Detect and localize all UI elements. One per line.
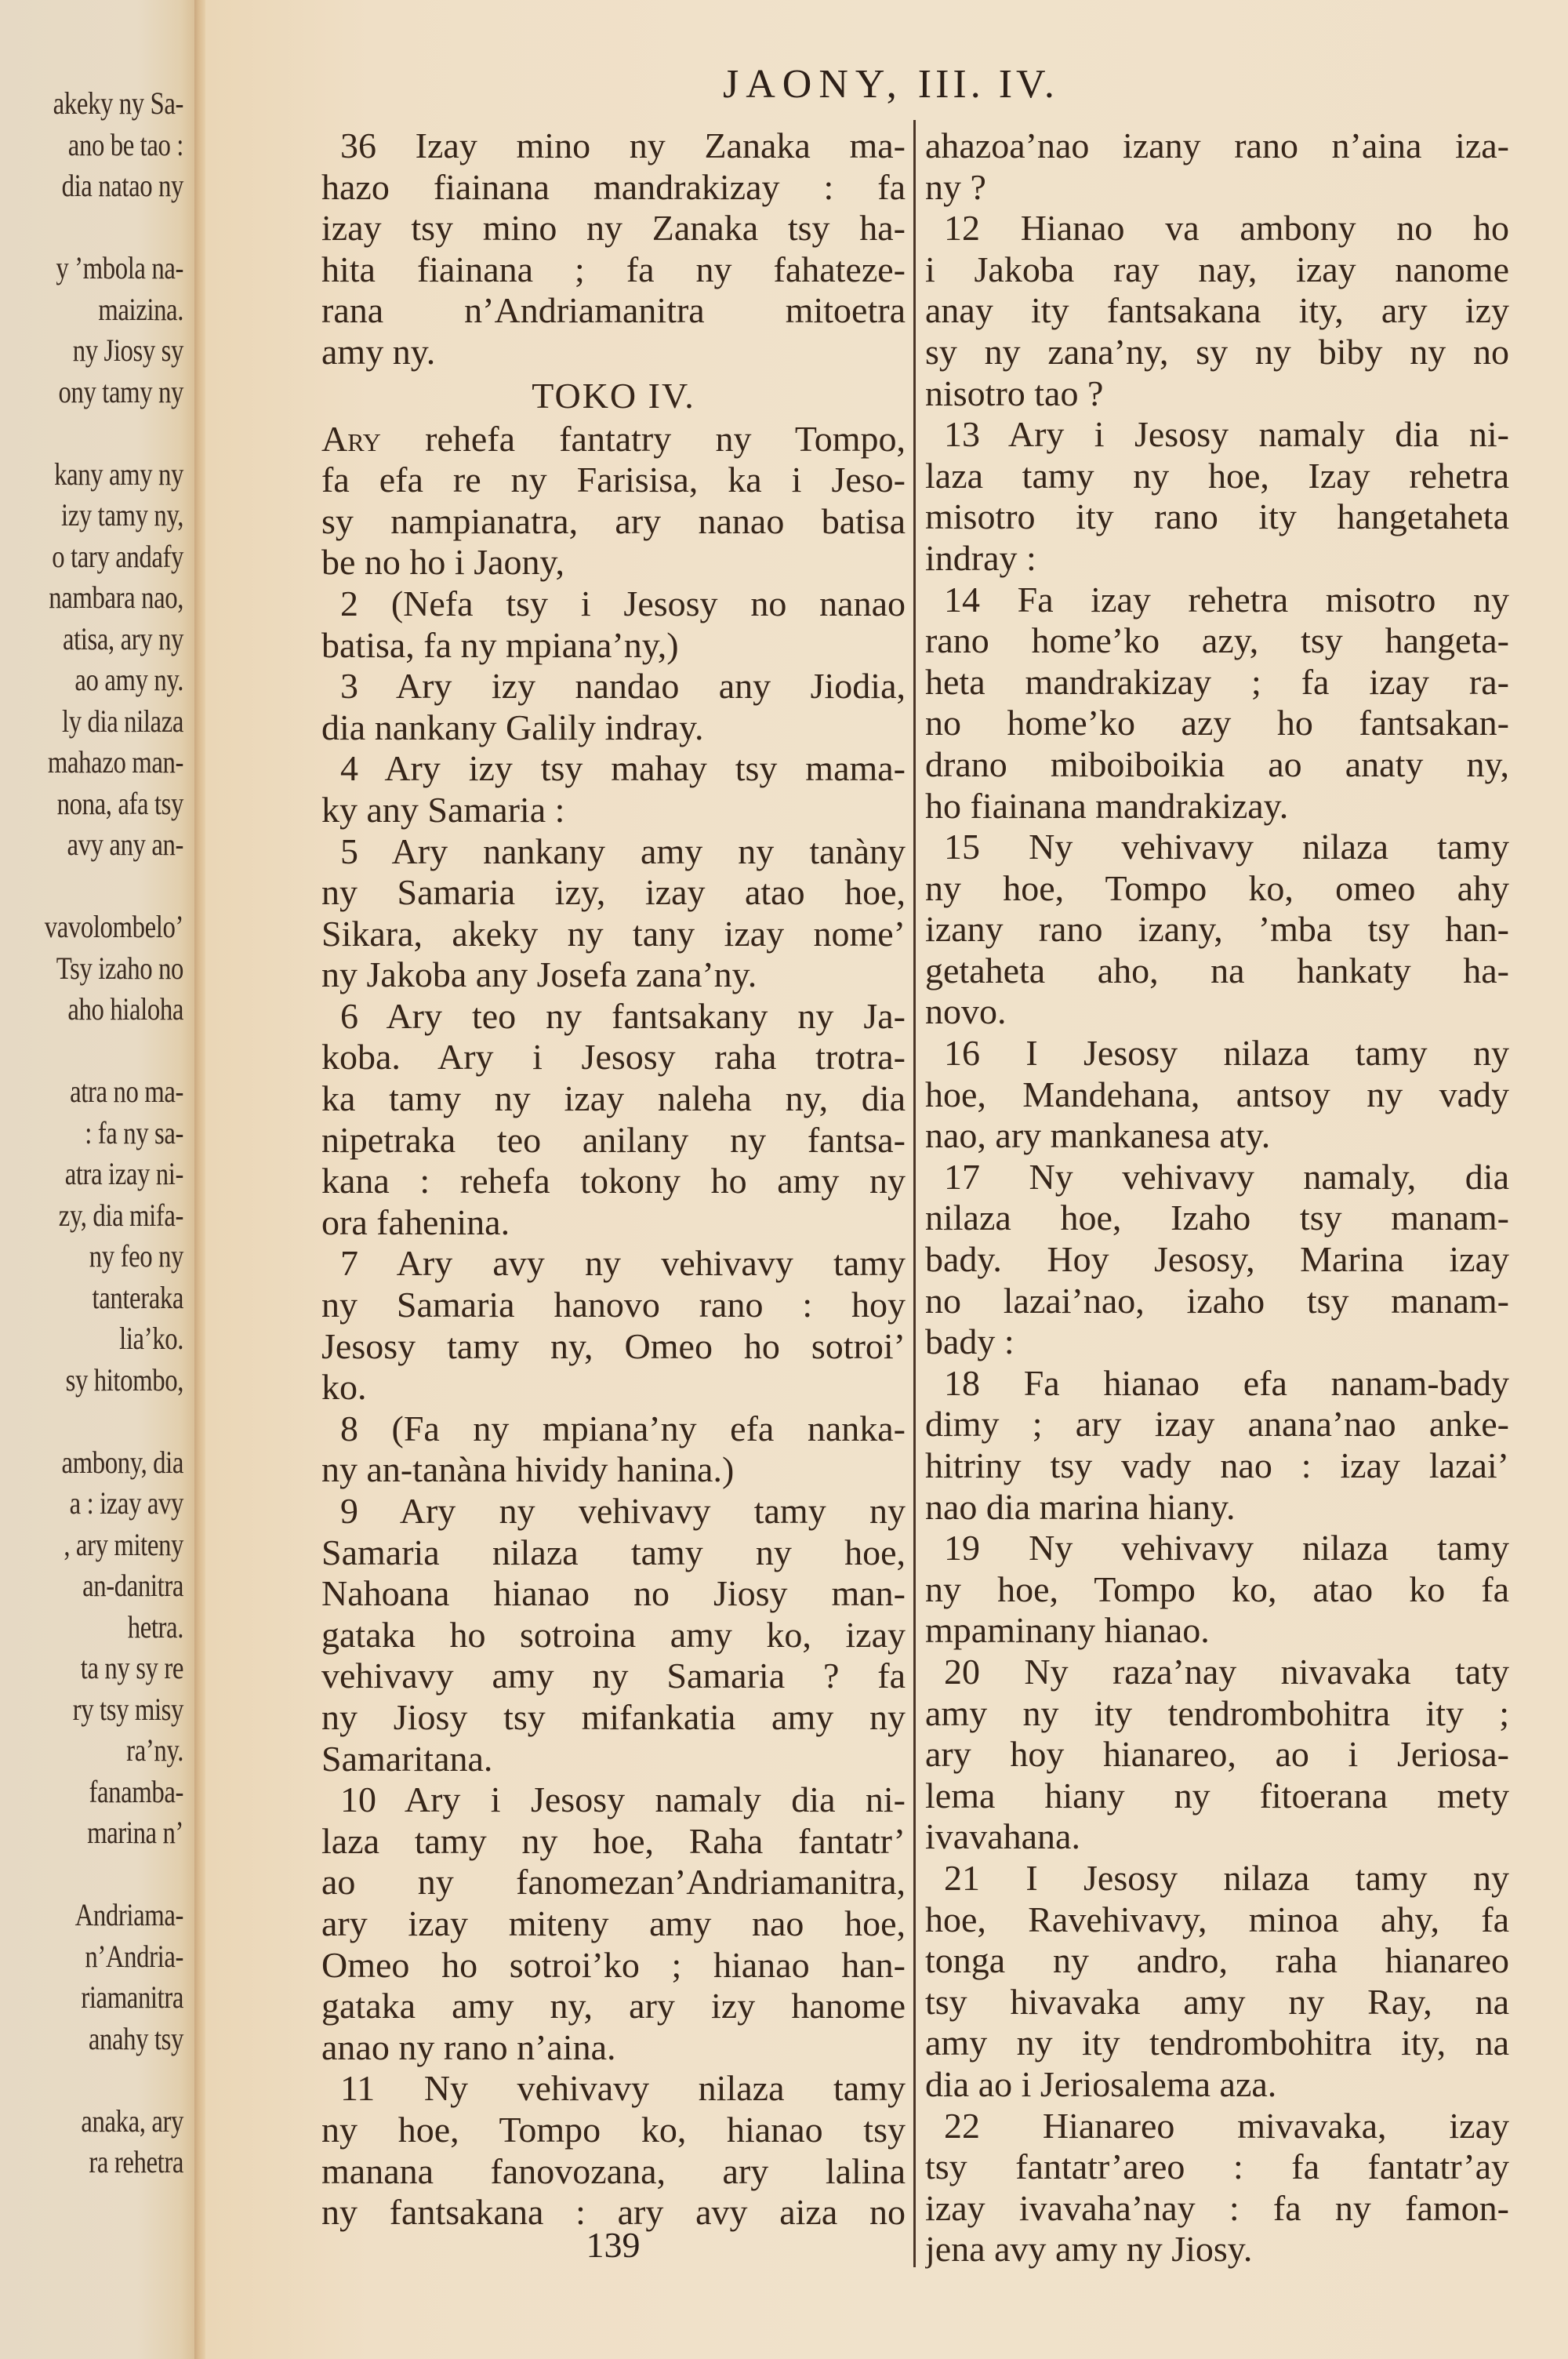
previous-page-line: akeky ny Sa- xyxy=(53,85,183,121)
text-line: amy ny. xyxy=(321,331,436,372)
verse-start-line: 15 Ny vehivavy nilaza tamy xyxy=(944,827,1509,867)
previous-page-line: an-danitra xyxy=(82,1568,183,1603)
previous-page-line: riamanitra xyxy=(81,1979,183,2015)
text-line: tonga ny andro, raha hianareo xyxy=(925,1940,1509,1981)
previous-page-line: ly dia nilaza xyxy=(62,703,183,739)
previous-page-fragment xyxy=(0,0,196,2359)
text-line: anao ny rano n’aina. xyxy=(321,2026,616,2067)
text-line: ary izay miteny amy nao hoe, xyxy=(321,1903,906,1943)
verse-start-line: 22 Hianareo mivavaka, izay xyxy=(944,2105,1509,2146)
text-line: tsy fantatr’areo : fa fantatr’ay xyxy=(925,2146,1509,2187)
text-line: dimy ; ary izay anana’nao anke- xyxy=(925,1404,1509,1445)
verse-start-line: 9 Ary ny vehivavy tamy ny xyxy=(340,1491,906,1531)
page-number: 139 xyxy=(586,2225,641,2265)
previous-page-line: avy any an- xyxy=(67,827,184,862)
text-line: amy ny ity tendrombohitra ity ; xyxy=(925,1692,1509,1733)
previous-page-line: Tsy izaho no xyxy=(56,950,183,986)
text-line: kana : rehefa tokony ho amy ny xyxy=(321,1161,906,1201)
text-line: ko. xyxy=(321,1367,367,1408)
verse-start-line: 2 (Nefa tsy i Jesosy no nanao xyxy=(340,583,906,623)
verse-start-line: 21 I Jesosy nilaza tamy ny xyxy=(944,1857,1509,1898)
previous-page-line: o tary andafy xyxy=(52,538,183,574)
previous-page-line xyxy=(29,1854,183,1896)
verse-start-line: 12 Hianao va ambony no ho xyxy=(944,208,1509,249)
previous-page-line: fanamba- xyxy=(89,1773,183,1809)
text-line: hazo fiainana mandrakizay : fa xyxy=(321,166,906,207)
previous-page-line: anaka, ary xyxy=(81,2103,183,2139)
text-line: vehivavy amy ny Samaria ? fa xyxy=(321,1656,906,1696)
text-line: drano miboiboikia ao anaty ny, xyxy=(925,743,1509,784)
text-line: ora fahenina. xyxy=(321,1201,510,1242)
text-line: ny hoe, Tompo ko, hianao tsy xyxy=(321,2109,906,2150)
text-line: nilaza hoe, Izaho tsy manam- xyxy=(925,1198,1509,1238)
text-line: ny Jakoba any Josefa zana’ny. xyxy=(321,954,757,995)
previous-page-line: nambara nao, xyxy=(49,580,183,615)
previous-page-line: vavolombelo’ xyxy=(44,909,183,944)
text-line: no home’ko azy ho fantsakan- xyxy=(925,703,1509,743)
text-line: bady. Hoy Jesosy, Marina izay xyxy=(925,1239,1509,1280)
previous-page-line: izy tamy ny, xyxy=(60,497,183,533)
column-divider-rule xyxy=(913,120,916,2267)
previous-page-line: ny feo ny xyxy=(89,1238,183,1274)
verse-start-line: 16 I Jesosy nilaza tamy ny xyxy=(944,1033,1509,1074)
text-line: i Jakoba ray nay, izay nanome xyxy=(925,249,1509,289)
previous-page-line: ambony, dia xyxy=(61,1444,183,1480)
previous-page-line: ny Jiosy sy xyxy=(72,333,183,368)
text-line: sy nampianatra, ary nanao batisa xyxy=(321,500,906,541)
text-line: koba. Ary i Jesosy raha trotra- xyxy=(321,1037,906,1078)
text-line: Nahoana hianao no Jiosy man- xyxy=(321,1573,906,1614)
small-caps-opening: Ary xyxy=(321,418,381,459)
previous-page-line xyxy=(29,413,183,454)
text-line: ivavahana. xyxy=(925,1816,1080,1857)
text-line: laza tamy ny hoe, Izay rehetra xyxy=(925,455,1509,496)
text-line: manana fanovozana, ary lalina xyxy=(321,2150,906,2191)
text-line: tsy hivavaka amy ny Ray, na xyxy=(925,1981,1509,2022)
previous-page-line: kany amy ny xyxy=(54,456,183,492)
text-line: rana n’Andriamanitra mitoetra xyxy=(321,290,906,331)
previous-page-line: ry tsy misy xyxy=(72,1691,184,1727)
previous-page-line: zy, dia mifa- xyxy=(58,1197,183,1233)
text-line: ny hoe, Tompo ko, omeo ahy xyxy=(925,867,1509,908)
text-line: bady : xyxy=(925,1321,1014,1362)
text-line: hoe, Ravehivavy, minoa ahy, fa xyxy=(925,1899,1509,1939)
previous-page-line: y ’mbola na- xyxy=(56,250,184,285)
text-line: be no ho i Jaony, xyxy=(321,542,565,583)
left-column xyxy=(321,125,906,2234)
text-line: ho fiainana mandrakizay. xyxy=(925,785,1289,826)
previous-page-line: atra izay ni- xyxy=(64,1156,183,1191)
previous-page-line: ra rehetra xyxy=(89,2144,183,2179)
text-line: jena avy amy ny Jiosy. xyxy=(925,2229,1253,2270)
verse-start-line: 7 Ary avy ny vehivavy tamy xyxy=(340,1243,906,1284)
text-line: Samaritana. xyxy=(321,1738,493,1779)
previous-page-line: ra’ny. xyxy=(126,1732,183,1768)
text-line: Sikara, akeky ny tany izay nome’ xyxy=(321,913,906,954)
verse-start-line: 11 Ny vehivavy nilaza tamy xyxy=(340,2068,906,2109)
text-line: fa efa re ny Farisisa, ka i Jeso- xyxy=(321,460,906,500)
verse-start-line: 17 Ny vehivavy namaly, dia xyxy=(944,1156,1509,1197)
text-line: anay ity fantsakana ity, ary izy xyxy=(925,290,1509,331)
text-line: rano home’ko azy, tsy hangeta- xyxy=(925,620,1509,661)
text-line: ny fantsakana : ary avy aiza no xyxy=(321,2192,906,2233)
text-line: nipetraka teo anilany ny fantsa- xyxy=(321,1119,906,1160)
text-line: novo. xyxy=(925,991,1007,1032)
previous-page-line: ta ny sy re xyxy=(80,1650,183,1685)
verse-start-line: 10 Ary i Jesosy namaly dia ni- xyxy=(340,1779,906,1820)
text-line: hitriny tsy vady nao : izay lazai’ xyxy=(925,1445,1509,1485)
previous-page-line: atisa, ary ny xyxy=(62,620,183,656)
text-line: ny hoe, Tompo ko, atao ko fa xyxy=(925,1568,1509,1609)
verse-start-line: 36 Izay mino ny Zanaka ma- xyxy=(340,125,906,165)
text-line: Samaria nilaza tamy ny hoe, xyxy=(321,1532,906,1572)
chapter-heading: TOKO IV. xyxy=(532,375,695,416)
previous-page-line: aho hialoha xyxy=(67,991,183,1027)
text-line: Ary rehefa fantatry ny Tompo, xyxy=(321,418,906,459)
previous-page-lines xyxy=(0,83,183,2183)
text-line: laza tamy ny hoe, Raha fantatr’ xyxy=(321,1820,906,1861)
text-line: heta mandrakizay ; fa izay ra- xyxy=(925,661,1509,702)
text-line: ny an-tanàna hividy hanina.) xyxy=(321,1449,735,1490)
text-line: izany rano izany, ’mba tsy han- xyxy=(925,909,1509,950)
previous-page-line: atra no ma- xyxy=(70,1074,183,1109)
text-line: izay tsy mino ny Zanaka tsy ha- xyxy=(321,208,906,249)
text-line: indray : xyxy=(925,537,1036,578)
previous-page-line xyxy=(29,1401,183,1442)
verse-start-line: 6 Ary teo ny fantsakany ny Ja- xyxy=(340,995,906,1036)
text-line: izay ivavaha’nay : fa ny famon- xyxy=(925,2187,1509,2228)
previous-page-line: hetra. xyxy=(127,1608,183,1645)
text-line: nisotro tao ? xyxy=(925,373,1104,413)
text-line: nao, ary mankanesa aty. xyxy=(925,1115,1271,1156)
text-line: Omeo ho sotroi’ko ; hianao han- xyxy=(321,1944,906,1985)
previous-page-line: : fa ny sa- xyxy=(85,1114,183,1150)
text-line: gataka ho sotroina amy ko, izay xyxy=(321,1614,906,1655)
previous-page-line: ao amy ny. xyxy=(74,662,183,697)
verse-start-line: 19 Ny vehivavy nilaza tamy xyxy=(944,1528,1509,1568)
text-line: getaheta aho, na hankaty ha- xyxy=(925,950,1509,990)
text-line: ny ? xyxy=(925,166,986,207)
previous-page-line: a : izay avy xyxy=(69,1485,183,1521)
current-page xyxy=(205,0,1568,2359)
running-head-book: JAONY, xyxy=(723,62,904,107)
previous-page-line: marina n’ xyxy=(87,1815,183,1850)
verse-start-line: 18 Fa hianao efa nanam-bady xyxy=(944,1362,1509,1403)
text-line: gataka amy ny, ary izy hanome xyxy=(321,1986,906,2026)
previous-page-line: n’Andria- xyxy=(85,1938,183,1974)
previous-page-line xyxy=(29,866,183,907)
text-line: dia nankany Galily indray. xyxy=(321,707,704,747)
previous-page-line: lia’ko. xyxy=(119,1321,183,1356)
right-column xyxy=(925,125,1509,2270)
previous-page-line xyxy=(29,207,183,249)
previous-page-line xyxy=(29,1030,183,1072)
running-head xyxy=(723,61,1193,107)
text-line: misotro ity rano ity hangetaheta xyxy=(925,496,1509,537)
running-head-chapters: III. IV. xyxy=(917,62,1058,107)
text-line: ao ny fanomezan’Andriamanitra, xyxy=(321,1862,906,1903)
text-line: ary hoy hianareo, ao i Jeriosa- xyxy=(925,1734,1509,1775)
previous-page-line: , ary miteny xyxy=(64,1526,184,1562)
text-line: Jesosy tamy ny, Omeo ho sotroi’ xyxy=(321,1325,906,1366)
text-line: hoe, Mandehana, antsoy ny vady xyxy=(925,1074,1509,1114)
text-line: ny Jiosy tsy mifankatia amy ny xyxy=(321,1696,906,1737)
previous-page-line: Andriama- xyxy=(74,1897,183,1932)
previous-page-line: mahazo man- xyxy=(47,744,184,780)
previous-page-line: maizina. xyxy=(98,291,183,327)
previous-page-line: nona, afa tsy xyxy=(56,785,183,821)
text-line: mpaminany hianao. xyxy=(925,1610,1210,1651)
previous-page-line: sy hitombo, xyxy=(65,1361,183,1398)
previous-page-line: tanteraka xyxy=(92,1279,183,1315)
text-line: lema hiany ny fitoerana mety xyxy=(925,1775,1509,1816)
text-line: sy ny zana’ny, sy ny biby ny no xyxy=(925,331,1509,372)
previous-page-line: ano be tao : xyxy=(67,126,183,162)
text-line: ka tamy ny izay naleha ny, dia xyxy=(321,1078,906,1119)
verse-start-line: 5 Ary nankany amy ny tanàny xyxy=(340,831,906,871)
text-line: ahazoa’nao izany rano n’aina iza- xyxy=(925,125,1509,165)
verse-start-line: 4 Ary izy tsy mahay tsy mama- xyxy=(340,748,906,789)
verse-start-line: 13 Ary i Jesosy namaly dia ni- xyxy=(944,414,1509,455)
verse-start-line: 8 (Fa ny mpiana’ny efa nanka- xyxy=(340,1408,906,1448)
text-line: amy ny ity tendrombohitra ity, na xyxy=(925,2023,1509,2063)
text-line: ky any Samaria : xyxy=(321,789,565,830)
book-gutter xyxy=(194,0,205,2359)
text-line: no lazai’nao, izaho tsy manam- xyxy=(925,1280,1509,1321)
text-line: dia ao i Jeriosalema aza. xyxy=(925,2063,1277,2104)
previous-page-line: ony tamy ny xyxy=(58,373,183,409)
previous-page-line: anahy tsy xyxy=(88,2020,183,2056)
verse-start-line: 20 Ny raza’nay nivavaka taty xyxy=(944,1651,1509,1692)
verse-start-line: 14 Fa izay rehetra misotro ny xyxy=(944,579,1509,620)
text-line: ny Samaria izy, izay atao hoe, xyxy=(321,872,906,913)
text-line: ny Samaria hanovo rano : hoy xyxy=(321,1285,906,1325)
text-line: batisa, fa ny mpiana’ny,) xyxy=(321,624,679,665)
text-line: hita fiainana ; fa ny fahateze- xyxy=(321,249,906,289)
previous-page-line xyxy=(29,2059,183,2101)
previous-page-line: dia natao ny xyxy=(61,168,183,203)
verse-start-line: 3 Ary izy nandao any Jiodia, xyxy=(340,666,906,707)
text-line: nao dia marina hiany. xyxy=(925,1486,1236,1527)
